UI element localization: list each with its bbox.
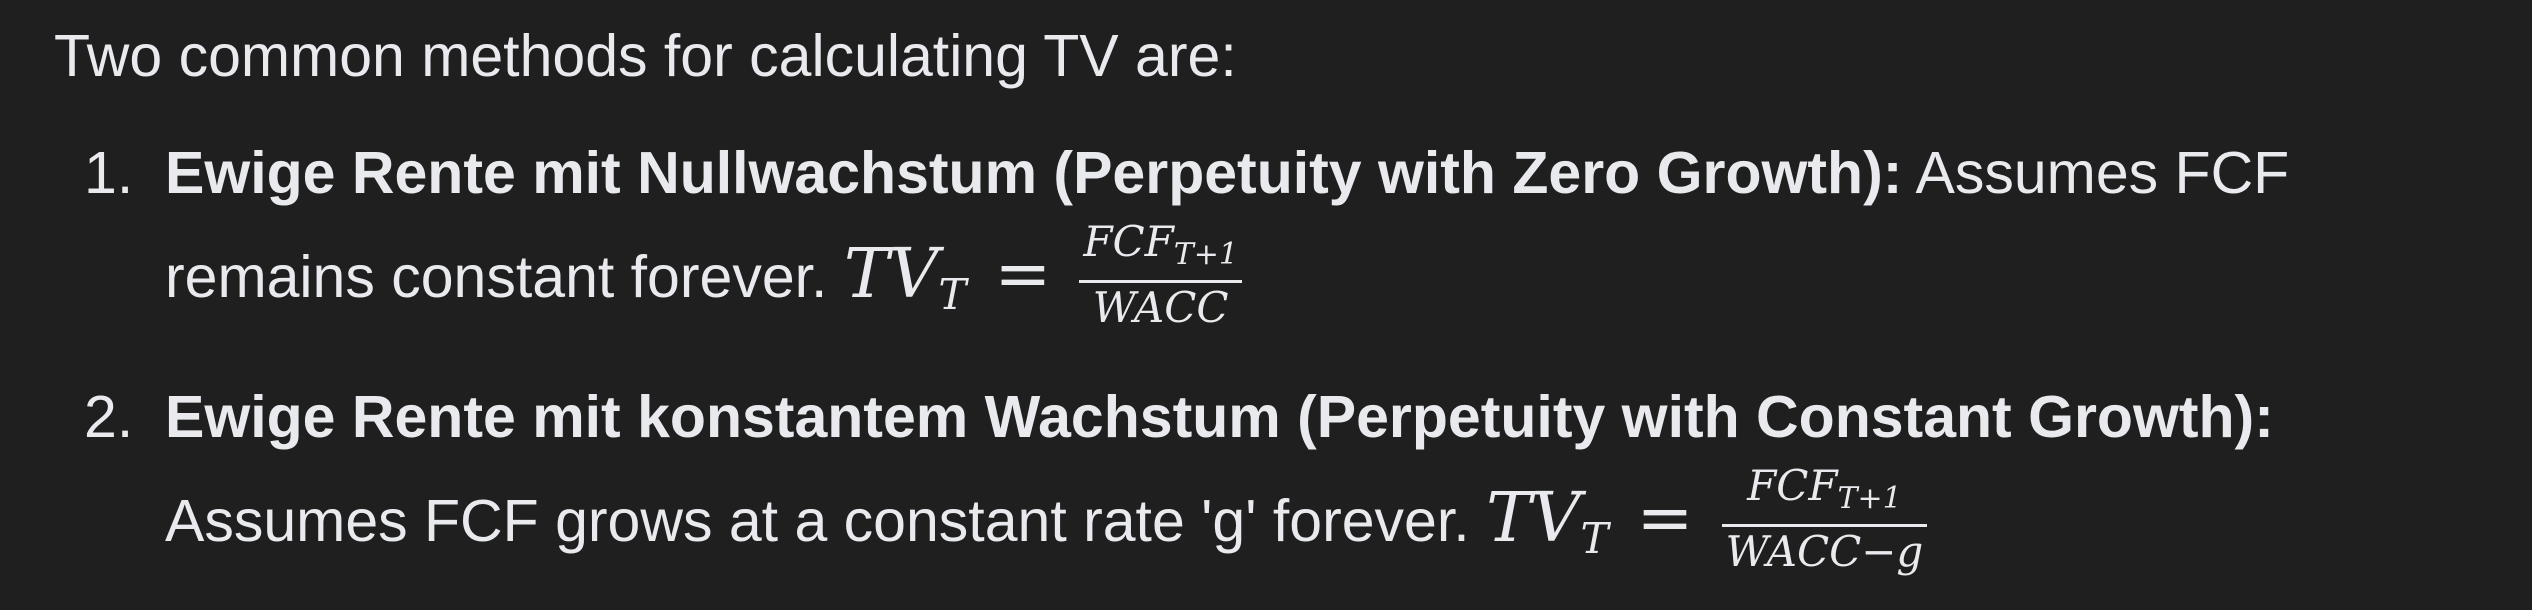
formula bbox=[843, 217, 1242, 333]
list-item-number: 1. bbox=[84, 140, 134, 206]
list-item bbox=[54, 122, 2494, 346]
formula-equals: = bbox=[1636, 479, 1694, 558]
formula-lhs: $TV_T$ bbox=[1486, 479, 1609, 563]
formula-numerator: $FCF_{T+1}$ bbox=[1079, 219, 1242, 283]
method-label: Ewige Rente mit Nullwachstum (Perpetuity with Zero Growth): bbox=[165, 140, 1903, 206]
formula-equals: = bbox=[994, 235, 1052, 314]
list-item-number: 2. bbox=[84, 384, 134, 450]
method-description: Assumes FCF remains constant forever. bbox=[165, 140, 2290, 310]
formula-numerator: $FCF_{T+1}$ bbox=[1722, 463, 1928, 527]
response-content bbox=[54, 20, 2494, 610]
formula-fraction bbox=[1079, 219, 1242, 331]
formula-denominator: WACC−g bbox=[1725, 527, 1924, 577]
methods-list bbox=[54, 122, 2494, 590]
intro-text: Two common methods for calculating TV are: bbox=[54, 23, 1237, 89]
method-label: Ewige Rente mit konstantem Wachstum (Perpetuity with Constant Growth): bbox=[165, 384, 2274, 450]
list-item bbox=[54, 366, 2494, 590]
formula-lhs: $TV_T$ bbox=[843, 235, 967, 319]
formula-fraction bbox=[1722, 463, 1928, 575]
formula bbox=[1486, 461, 1927, 577]
method-description: Assumes FCF grows at a constant rate 'g' forever. bbox=[165, 488, 1470, 554]
formula-denominator: WACC bbox=[1092, 283, 1229, 333]
